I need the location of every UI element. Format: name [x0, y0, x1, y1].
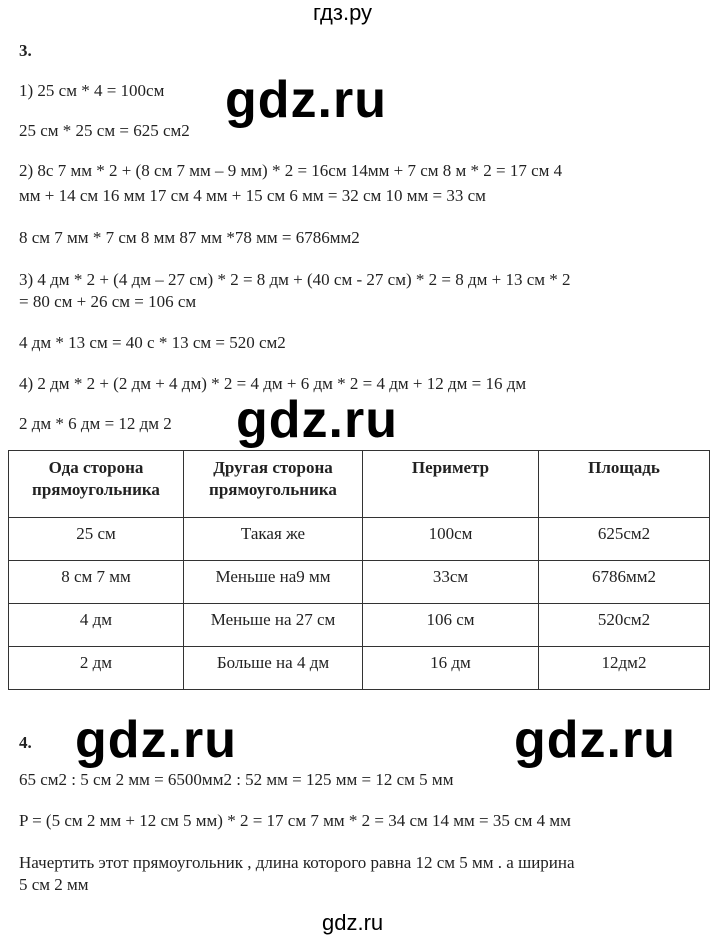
results-table [8, 450, 710, 690]
cell: 33см [363, 561, 539, 604]
table-row [9, 518, 710, 561]
watermark: gdz.ru [75, 711, 237, 769]
table-header-row [9, 451, 710, 518]
table-row [9, 647, 710, 690]
cell: 16 дм [363, 647, 539, 690]
task-line: мм + 14 см 16 мм 17 см 4 мм + 15 см 6 мм = 32 см 10 мм = 33 см [19, 186, 486, 205]
cell: 12дм2 [539, 647, 710, 690]
watermark: gdz.ru [514, 711, 676, 769]
cell: 4 дм [9, 604, 184, 647]
task-line: 2 дм * 6 дм = 12 дм 2 [19, 414, 172, 433]
site-header: гдз.ру [313, 0, 373, 25]
table-row [9, 604, 710, 647]
task-line: 2) 8с 7 мм * 2 + (8 см 7 мм – 9 мм) * 2 = 16см 14мм + 7 см 8 м * 2 = 17 см 4 [19, 161, 563, 180]
watermark: gdz.ru [225, 71, 387, 129]
task-line: 1) 25 см * 4 = 100см [19, 81, 165, 100]
column-header: Другая сторона прямоугольника [184, 451, 363, 518]
cell: 106 см [363, 604, 539, 647]
task-line: P = (5 см 2 мм + 12 см 5 мм) * 2 = 17 см 7 мм * 2 = 34 см 14 мм = 35 см 4 мм [19, 811, 571, 830]
cell: 25 см [9, 518, 184, 561]
watermark: gdz.ru [236, 391, 398, 449]
task-line: 8 см 7 мм * 7 см 8 мм 87 мм *78 мм = 6786мм2 [19, 228, 360, 247]
task-line: 3) 4 дм * 2 + (4 дм – 27 см) * 2 = 8 дм + (40 см - 27 см) * 2 = 8 дм + 13 см * 2 [19, 270, 571, 289]
cell: 100см [363, 518, 539, 561]
task-line: 25 см * 25 см = 625 см2 [19, 121, 190, 140]
task-3-number: 3. [19, 41, 32, 60]
site-footer: gdz.ru [322, 910, 384, 935]
task-line: 65 см2 : 5 см 2 мм = 6500мм2 : 52 мм = 125 мм = 12 см 5 мм [19, 770, 454, 789]
cell: Меньше на 27 см [184, 604, 363, 647]
cell: 2 дм [9, 647, 184, 690]
cell: Меньше на9 мм [184, 561, 363, 604]
task-line: 4 дм * 13 см = 40 с * 13 см = 520 см2 [19, 333, 286, 352]
cell: 8 см 7 мм [9, 561, 184, 604]
cell: 6786мм2 [539, 561, 710, 604]
cell: 520см2 [539, 604, 710, 647]
task-line: = 80 см + 26 см = 106 см [19, 292, 197, 311]
task-4-number: 4. [19, 733, 32, 752]
cell: Больше на 4 дм [184, 647, 363, 690]
column-header: Площадь [539, 451, 710, 518]
task-line: Начертить этот прямоугольник , длина которого равна 12 см 5 мм . а ширина [19, 853, 575, 872]
table-row [9, 561, 710, 604]
cell: Такая же [184, 518, 363, 561]
task-line: 4) 2 дм * 2 + (2 дм + 4 дм) * 2 = 4 дм + 6 дм * 2 = 4 дм + 12 дм = 16 дм [19, 374, 527, 393]
column-header: Периметр [363, 451, 539, 518]
column-header: Ода сторона прямоугольника [9, 451, 184, 518]
cell: 625см2 [539, 518, 710, 561]
task-line: 5 см 2 мм [19, 875, 89, 894]
